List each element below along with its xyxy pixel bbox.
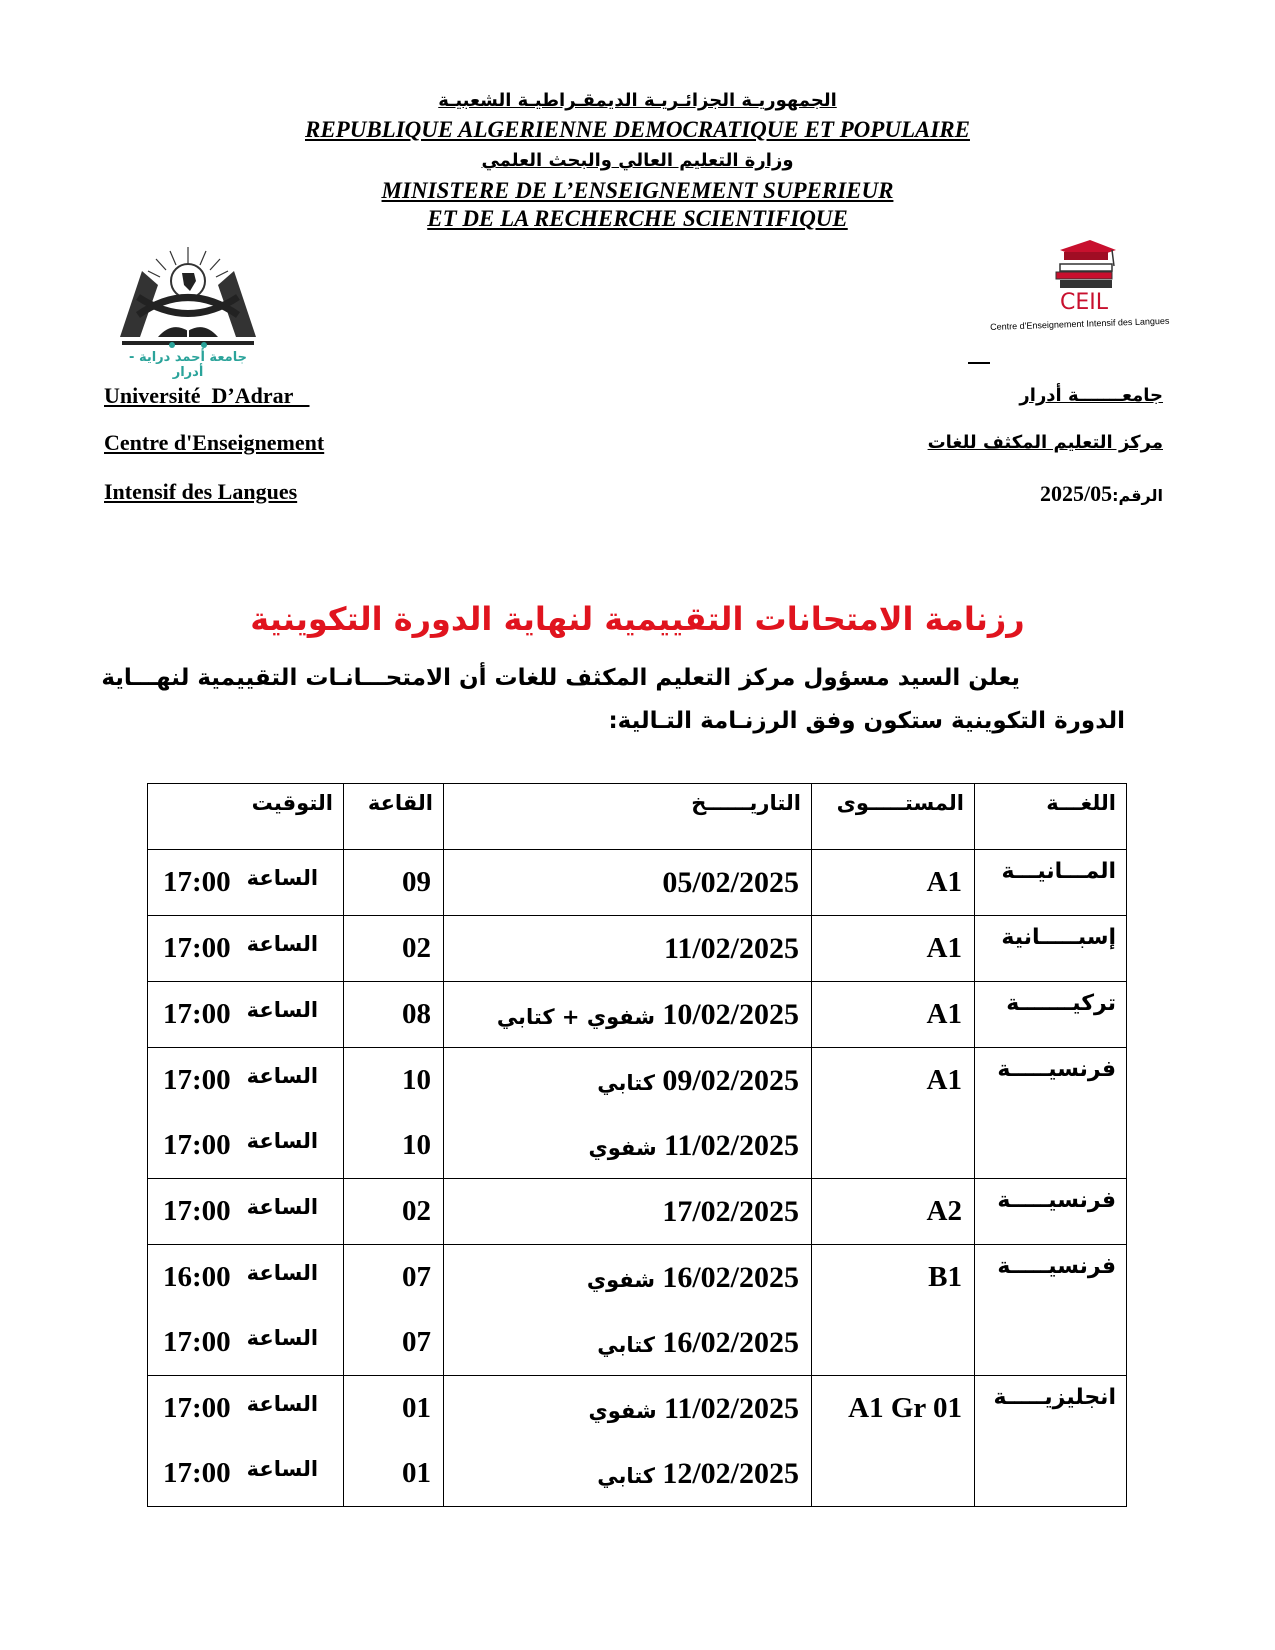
time-line — [148, 1179, 343, 1244]
room-cell — [344, 916, 444, 982]
language-cell — [975, 982, 1127, 1048]
time-value: 17:00 — [163, 1064, 231, 1096]
room-cell — [344, 1048, 444, 1179]
room-cell — [344, 1179, 444, 1245]
date-value: 09/02/2025 — [662, 1064, 799, 1097]
exam-type: شفوي + كتابي — [496, 1005, 663, 1029]
level-cell — [812, 850, 975, 916]
university-logo — [112, 245, 264, 380]
header-level: المستـــــوى — [836, 791, 964, 815]
time-line — [148, 1048, 343, 1113]
university-name-fr: Université D’Adrar — [104, 383, 310, 408]
room-value: 10 — [402, 1129, 431, 1161]
time-value: 16:00 — [163, 1261, 231, 1293]
room-value: 02 — [402, 932, 431, 964]
table-row — [148, 850, 1127, 916]
level-value: A1 — [926, 866, 962, 898]
centre-name-ar: مركز التعليم المكثف للغات — [927, 432, 1163, 453]
date-cell — [444, 1376, 812, 1507]
language-cell — [975, 850, 1127, 916]
time-cell — [148, 850, 344, 916]
date-value: 16/02/2025 — [662, 1326, 799, 1359]
time-cell — [148, 916, 344, 982]
date-cell — [444, 1245, 812, 1376]
date-value: 12/02/2025 — [662, 1457, 799, 1490]
time-value: 17:00 — [163, 1392, 231, 1424]
header-line-republic-ar: الجمهوريـة الجزائـريـة الديمقـراطيـة الشعبيـة — [438, 90, 837, 111]
language-cell — [975, 1245, 1127, 1376]
page-title: رزنامة الامتحانات التقييمية لنهاية الدورة التكوينية — [250, 600, 1025, 638]
table-row — [148, 916, 1127, 982]
date-value: 11/02/2025 — [663, 1129, 799, 1162]
language-cell — [975, 1179, 1127, 1245]
table-row — [148, 1376, 1127, 1507]
centre-name-fr-2: Intensif des Langues — [104, 479, 298, 504]
room-value: 01 — [402, 1392, 431, 1424]
table-row — [148, 1179, 1127, 1245]
time-word: الساعة — [246, 1261, 319, 1285]
room-cell — [344, 1376, 444, 1507]
date-value: 11/02/2025 — [663, 932, 799, 965]
time-word: الساعة — [246, 1326, 319, 1350]
date-cell — [444, 916, 812, 982]
date-value: 17/02/2025 — [662, 1195, 799, 1228]
date-cell — [444, 1048, 812, 1179]
table-header-row — [148, 784, 1127, 850]
time-cell — [148, 1179, 344, 1245]
date-value: 16/02/2025 — [662, 1261, 799, 1294]
time-word: الساعة — [246, 1129, 319, 1153]
intro-line-1: يعلن السيد مسؤول مركز التعليم المكثف للغات أن الامتحـــانـات التقييمية لنهـــاية — [101, 665, 1020, 691]
time-word: الساعة — [246, 1195, 319, 1219]
level-value: A1 — [926, 932, 962, 964]
room-value: 10 — [402, 1064, 431, 1096]
time-word: الساعة — [246, 1457, 319, 1481]
level-cell — [812, 982, 975, 1048]
university-name-ar: جامعـــــــة أدرار — [1019, 385, 1163, 406]
exam-type: كتابي — [597, 1071, 663, 1095]
ceil-logo-caption: Centre d'Enseignement Intensif des Langues — [990, 315, 1170, 332]
time-cell — [148, 1048, 344, 1179]
language-value: فرنسيـــــة — [997, 1057, 1116, 1082]
date-line — [444, 1048, 811, 1113]
language-value: المـــانيـــة — [1001, 859, 1116, 884]
level-value: B1 — [928, 1261, 962, 1293]
exam-schedule-table — [147, 783, 1127, 1507]
language-value: إسبـــــانية — [1001, 925, 1116, 950]
time-line — [148, 916, 343, 981]
ceil-logo-text: CEIL — [1060, 290, 1109, 315]
date-value: 11/02/2025 — [663, 1392, 799, 1425]
level-cell — [812, 1048, 975, 1179]
time-word: الساعة — [246, 932, 319, 956]
time-line — [148, 850, 343, 915]
date-line — [444, 916, 811, 981]
time-value: 17:00 — [163, 1129, 231, 1161]
date-value: 10/02/2025 — [662, 998, 799, 1031]
language-cell — [975, 1048, 1127, 1179]
level-value: A2 — [926, 1195, 962, 1227]
reference-label: الرقم: — [1112, 486, 1163, 505]
header-line-republic-fr: REPUBLIQUE ALGERIENNE DEMOCRATIQUE ET POPULAIRE — [305, 117, 970, 142]
exam-type: كتابي — [597, 1333, 663, 1357]
room-value: 08 — [402, 998, 431, 1030]
time-value: 17:00 — [163, 932, 231, 964]
decorative-dash — [968, 362, 990, 364]
time-line — [148, 1245, 343, 1310]
time-value: 17:00 — [163, 1457, 231, 1489]
time-word: الساعة — [246, 866, 319, 890]
room-value: 07 — [402, 1326, 431, 1358]
language-value: فرنسيـــــة — [997, 1254, 1116, 1279]
level-value: A1 Gr 01 — [848, 1392, 962, 1424]
reference-number — [1040, 481, 1163, 507]
language-value: تركيـــــــة — [1006, 991, 1116, 1016]
time-line — [148, 1441, 343, 1506]
table-row — [148, 982, 1127, 1048]
time-line — [148, 982, 343, 1047]
header-line-ministry-ar: وزارة التعليم العالي والبحث العلمي — [481, 150, 794, 171]
time-value: 17:00 — [163, 866, 231, 898]
time-line — [148, 1376, 343, 1441]
books-graduation-cap-icon — [1050, 240, 1120, 295]
language-cell — [975, 1376, 1127, 1507]
time-cell — [148, 982, 344, 1048]
centre-name-fr-1: Centre d'Enseignement — [104, 430, 325, 455]
date-line — [444, 1376, 811, 1441]
date-line — [444, 1179, 811, 1244]
header-date: التاريــــــخ — [691, 791, 801, 815]
date-line — [444, 1245, 811, 1310]
time-value: 17:00 — [163, 1195, 231, 1227]
language-value: انجليزيـــــة — [993, 1385, 1116, 1410]
exam-type: كتابي — [597, 1464, 663, 1488]
level-value: A1 — [926, 1064, 962, 1096]
date-line — [444, 850, 811, 915]
room-value: 02 — [402, 1195, 431, 1227]
date-line — [444, 1441, 811, 1506]
exam-type: شفوي — [588, 1136, 664, 1160]
header-language: اللغـــة — [1046, 791, 1116, 815]
room-cell — [344, 850, 444, 916]
time-line — [148, 1310, 343, 1375]
header-line-ministry-fr-1: MINISTERE DE L’ENSEIGNEMENT SUPERIEUR — [381, 178, 894, 203]
intro-line-2: الدورة التكوينية ستكون وفق الرزنـامة التـالية: — [608, 708, 1125, 734]
exam-type: شفوي — [588, 1399, 664, 1423]
date-line — [444, 1113, 811, 1178]
header-line-ministry-fr-2: ET DE LA RECHERCHE SCIENTIFIQUE — [427, 206, 848, 231]
time-word: الساعة — [246, 1392, 319, 1416]
date-line — [444, 982, 811, 1047]
date-value: 05/02/2025 — [662, 866, 799, 899]
date-cell — [444, 850, 812, 916]
exam-type: شفوي — [586, 1268, 663, 1292]
header-time: التوقيت — [251, 791, 333, 815]
table-row — [148, 1048, 1127, 1179]
ceil-logo — [990, 240, 1180, 340]
table-row — [148, 1245, 1127, 1376]
time-value: 17:00 — [163, 998, 231, 1030]
level-cell — [812, 1179, 975, 1245]
time-line — [148, 1113, 343, 1178]
room-value: 09 — [402, 866, 431, 898]
time-cell — [148, 1376, 344, 1507]
time-value: 17:00 — [163, 1326, 231, 1358]
header-room: القاعة — [367, 791, 433, 815]
level-cell — [812, 1245, 975, 1376]
time-word: الساعة — [246, 1064, 319, 1088]
reference-value: 2025/05 — [1040, 481, 1113, 506]
level-cell — [812, 916, 975, 982]
date-cell — [444, 1179, 812, 1245]
university-logo-caption: جامعة أحمد دراية - أدرار — [129, 350, 247, 380]
language-value: فرنسيـــــة — [997, 1188, 1116, 1213]
room-value: 01 — [402, 1457, 431, 1489]
room-value: 07 — [402, 1261, 431, 1293]
room-cell — [344, 1245, 444, 1376]
date-line — [444, 1310, 811, 1375]
room-cell — [344, 982, 444, 1048]
level-value: A1 — [926, 998, 962, 1030]
time-cell — [148, 1245, 344, 1376]
time-word: الساعة — [246, 998, 319, 1022]
level-cell — [812, 1376, 975, 1507]
language-cell — [975, 916, 1127, 982]
date-cell — [444, 982, 812, 1048]
